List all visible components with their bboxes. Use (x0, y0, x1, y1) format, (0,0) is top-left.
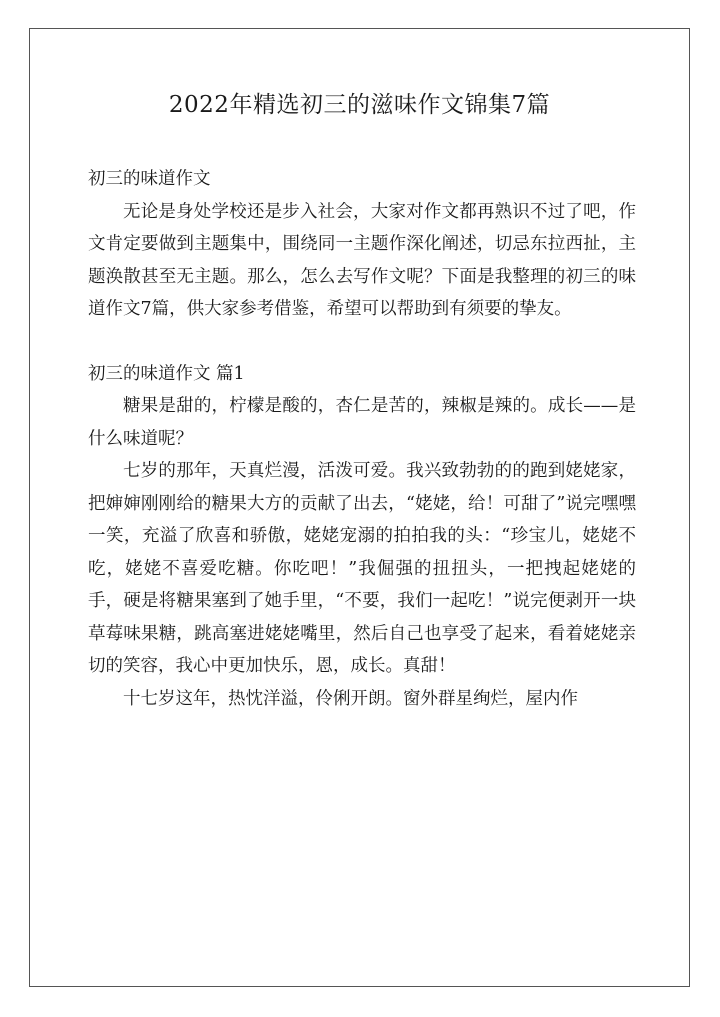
section-heading: 初三的味道作文 (88, 169, 211, 189)
body-paragraph: 十七岁这年，热忱洋溢，伶俐开朗。窗外群星绚烂，屋内作 (123, 688, 578, 709)
document-body (88, 163, 636, 715)
section-heading: 初三的味道作文 篇1 (88, 363, 245, 384)
body-paragraph: 七岁的那年，天真烂漫，活泼可爱。我兴致勃勃的的跑到姥姥家，把婶婶刚刚给的糖果大方的贡献了出去，“姥姥，给！可甜了”说完嘿嘿一笑，充溢了欣喜和骄傲，姥姥宠溺的拍拍我的头：“珍宝儿，姥姥不吃，姥姥不喜爱吃糖。你吃吧！”我倔强的扭扭头，一把拽起姥姥的手，硬是将糖果塞到了她手里，“不要，我们一起吃！”说完便剥开一块草莓味果糖，跳高塞进姥姥嘴里，然后自己也享受了起来，看着姥姥亲切的笑容，我心中更加快乐，恩，成长。真甜！ (88, 461, 636, 676)
section-spacer (88, 326, 636, 358)
intro-paragraph: 无论是身处学校还是步入社会，大家对作文都再熟识不过了吧，作文肯定要做到主题集中，围绕同一主题作深化阐述，切忌东拉西扯，主题涣散甚至无主题。那么，怎么去写作文呢？下面是我整理的初三的味道作文7篇，供大家参考借鉴，希望可以帮助到有须要的挚友。 (88, 201, 636, 319)
document-title: 2022年精选初三的滋味作文锦集7篇 (168, 92, 551, 118)
body-paragraph: 糖果是甜的，柠檬是酸的，杏仁是苦的，辣椒是辣的。成长——是什么味道呢？ (88, 396, 636, 449)
